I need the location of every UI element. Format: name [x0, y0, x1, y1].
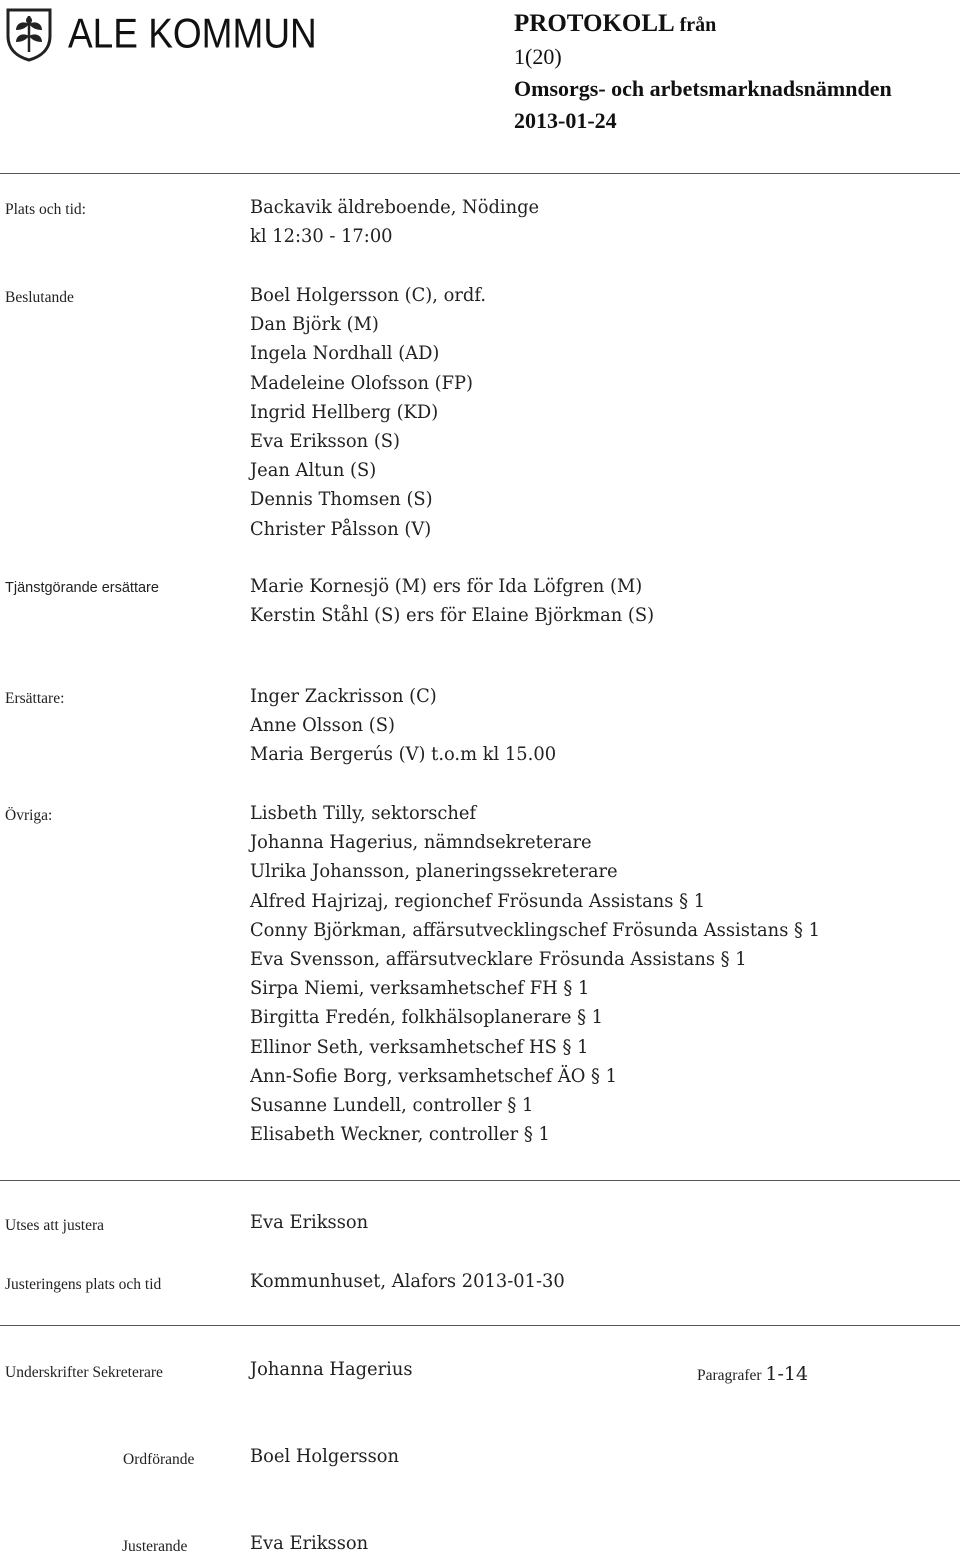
serving-substitutes-list [250, 572, 654, 630]
paragraphs-value: 1-14 [765, 1363, 809, 1385]
chair-label: Ordförande [123, 1451, 195, 1468]
other-attendee: Susanne Lundell, controller § 1 [250, 1094, 534, 1117]
substitute: Anne Olsson (S) [250, 714, 395, 737]
substitutes-label: Ersättare: [5, 690, 65, 707]
deciding-list [250, 281, 486, 544]
place-line: Backavik äldreboende, Nödinge [250, 196, 540, 218]
protocol-header [514, 8, 892, 137]
serving-substitute: Kerstin Ståhl (S) ers för Elaine Björkman (S) [250, 604, 655, 627]
other-attendee: Johanna Hagerius, nämndsekreterare [250, 831, 592, 854]
protocol-title [514, 8, 892, 41]
adjust-place-label: Justeringens plats och tid [5, 1276, 162, 1293]
municipality-logo [4, 4, 394, 64]
substitutes-list [250, 682, 556, 770]
paragraphs-label: Paragrafer [697, 1367, 762, 1384]
other-attendee: Eva Svensson, affärsutvecklare Frösunda Assistans § 1 [250, 948, 747, 971]
serving-substitutes-label: Tjänstgörande ersättare [5, 580, 159, 596]
others-label: Övriga: [5, 807, 53, 824]
other-attendee: Ellinor Seth, verksamhetschef HS § 1 [250, 1035, 589, 1058]
adjuster-name: Eva Eriksson [250, 1532, 369, 1554]
secretary-label: Sekreterare [92, 1364, 163, 1381]
substitute: Inger Zackrisson (C) [250, 685, 437, 707]
deciding-member: Boel Holgersson (C), ordf. [250, 284, 487, 306]
serving-substitute: Marie Kornesjö (M) ers för Ida Löfgren (M) [250, 575, 643, 597]
paragraphs [697, 1363, 808, 1385]
secretary-name: Johanna Hagerius [250, 1358, 413, 1380]
other-attendee: Conny Björkman, affärsutvecklingschef Frösunda Assistans § 1 [250, 918, 821, 941]
other-attendee: Alfred Hajrizaj, regionchef Frösunda Assistans § 1 [250, 889, 706, 912]
place-value [250, 193, 539, 251]
adjust-label: Utses att justera [5, 1217, 105, 1234]
protocol-title-main: PROTOKOLL [514, 10, 674, 37]
time-line: kl 12:30 - 17:00 [250, 225, 393, 248]
place-label: Plats och tid: [5, 201, 86, 218]
other-attendee: Birgitta Fredén, folkhälsoplanerare § 1 [250, 1006, 604, 1029]
other-attendee: Elisabeth Weckner, controller § 1 [250, 1123, 550, 1146]
adjust-place-value: Kommunhuset, Alafors 2013-01-30 [250, 1270, 565, 1292]
deciding-member: Madeleine Olofsson (FP) [250, 371, 474, 394]
chair-name: Boel Holgersson [250, 1445, 400, 1467]
logo-text: ALE KOMMUN [68, 10, 317, 57]
other-attendee: Ann-Sofie Borg, verksamhetschef ÄO § 1 [250, 1064, 618, 1087]
other-attendee: Ulrika Johansson, planeringssekreterare [250, 860, 618, 883]
meeting-date: 2013-01-24 [514, 108, 617, 133]
adjust-value: Eva Eriksson [250, 1211, 369, 1233]
deciding-member: Jean Altun (S) [250, 459, 377, 482]
other-attendee: Lisbeth Tilly, sektorschef [250, 802, 477, 824]
section-divider [0, 1180, 960, 1181]
substitute: Maria Bergerús (V) t.o.m kl 15.00 [250, 743, 557, 766]
signature-divider [0, 1325, 960, 1326]
deciding-member: Ingela Nordhall (AD) [250, 342, 440, 365]
signatures-label [5, 1364, 163, 1382]
ale-shield-icon [4, 6, 54, 62]
others-list [250, 799, 820, 1149]
deciding-member: Christer Pålsson (V) [250, 517, 432, 540]
adjuster-label: Justerande [122, 1538, 188, 1555]
page-number: 1(20) [514, 44, 562, 69]
deciding-member: Dan Björk (M) [250, 313, 379, 336]
signatures-title: Underskrifter [5, 1364, 89, 1381]
deciding-member: Eva Eriksson (S) [250, 430, 401, 453]
committee-name: Omsorgs- och arbetsmarknadsnämnden [514, 76, 892, 101]
deciding-member: Ingrid Hellberg (KD) [250, 400, 439, 423]
other-attendee: Sirpa Niemi, verksamhetschef FH § 1 [250, 977, 590, 1000]
header-divider [0, 173, 960, 174]
deciding-label: Beslutande [5, 289, 74, 306]
protocol-title-suffix: från [679, 14, 717, 36]
deciding-member: Dennis Thomsen (S) [250, 488, 433, 511]
